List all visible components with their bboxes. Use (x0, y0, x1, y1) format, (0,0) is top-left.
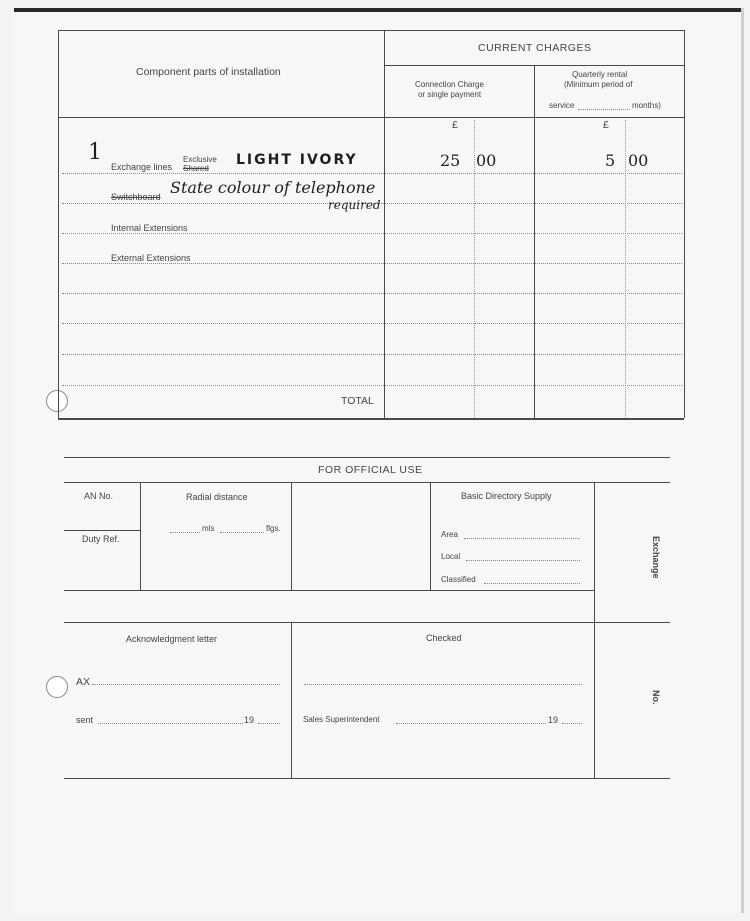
basic-directory-label: Basic Directory Supply (461, 491, 552, 501)
superintendent-year-dotline (562, 723, 582, 724)
ax-label: AX (76, 676, 91, 688)
right-column-divider (594, 482, 595, 778)
mls-dotline (170, 532, 200, 533)
exchange-lines-label: Exchange lines (111, 162, 173, 172)
sent-label: sent (76, 715, 94, 725)
quarterly-header-line2: (Minimum period of (564, 80, 633, 89)
official-header-line (64, 482, 670, 483)
local-label: Local (441, 552, 461, 561)
sent-year-prefix: 19 (244, 715, 255, 725)
connection-pence: 00 (476, 151, 497, 170)
paper-right-edge (741, 8, 744, 913)
component-column-divider (384, 30, 385, 418)
checked-dotline (304, 684, 582, 685)
connection-pounds: 25 (440, 151, 461, 170)
box-row-bottom (64, 590, 594, 591)
table-left-border (58, 30, 59, 418)
radial-box-divider (291, 482, 292, 590)
area-dotline (464, 538, 580, 539)
punch-hole-upper (46, 390, 68, 412)
telephone-colour: LIGHT IVORY (236, 152, 358, 168)
row-line-8 (62, 385, 682, 386)
row-line-4 (62, 263, 682, 264)
row-line-1 (62, 173, 682, 174)
superintendent-year-prefix: 19 (548, 715, 559, 725)
exclusive-label: Exclusive (183, 155, 217, 164)
component-header: Component parts of installation (136, 66, 281, 78)
shared-label: Shared (183, 164, 209, 173)
official-bottom-line (64, 778, 670, 779)
classified-dotline (484, 583, 580, 584)
checked-label: Checked (426, 633, 462, 643)
row-line-7 (62, 354, 682, 355)
row-line-6 (62, 323, 682, 324)
flgs-dotline (220, 532, 264, 533)
an-no-label: AN No. (84, 491, 114, 501)
sales-superintendent-label: Sales Superintendent (303, 715, 380, 724)
header-bottom-line (58, 117, 684, 118)
an-box-divider (140, 482, 141, 590)
superintendent-dotline (396, 723, 546, 724)
area-label: Area (441, 530, 458, 539)
acknowledgment-label: Acknowledgment letter (126, 634, 218, 644)
colour-note-line2: required (328, 198, 381, 212)
quarterly-header-line1: Quarterly rental (572, 70, 628, 79)
connection-pound-symbol: £ (452, 119, 458, 131)
exchange-lines-quantity: 1 (88, 140, 102, 165)
internal-extensions-label: Internal Extensions (111, 223, 188, 233)
connection-pence-divider (474, 120, 475, 418)
rental-pounds: 5 (605, 151, 616, 170)
table-top-border (58, 30, 684, 31)
external-extensions-label: External Extensions (111, 253, 191, 263)
sent-dotline (98, 723, 243, 724)
official-top-line (64, 457, 670, 458)
no-vertical-label: No. (651, 690, 661, 705)
flgs-label: flgs. (266, 524, 281, 533)
duty-ref-label: Duty Ref. (82, 534, 120, 544)
rental-pound-symbol: £ (603, 119, 609, 131)
connection-header-line1: Connection Charge (415, 80, 484, 89)
row-line-3 (62, 233, 682, 234)
punch-hole-lower (46, 676, 68, 698)
an-duty-divider (64, 530, 140, 531)
ack-checked-divider (291, 622, 292, 778)
colour-note-line1: State colour of telephone (170, 178, 376, 197)
rental-pence: 00 (628, 151, 649, 170)
total-label: TOTAL (341, 395, 374, 407)
blank-box-divider (430, 482, 431, 590)
local-dotline (466, 560, 580, 561)
sent-year-dotline (258, 723, 280, 724)
min-period-dotline (578, 109, 630, 110)
ax-dotline (92, 684, 280, 685)
row-line-5 (62, 293, 682, 294)
quarterly-header-service: service (549, 101, 575, 110)
mls-label: mls (202, 524, 215, 533)
table-bottom-border (58, 418, 684, 420)
classified-label: Classified (441, 575, 476, 584)
radial-distance-label: Radial distance (186, 492, 248, 502)
exchange-vertical-label: Exchange (651, 536, 661, 579)
quarterly-header-months: months) (632, 101, 661, 110)
paper-top-edge (14, 8, 742, 12)
switchboard-label: Switchboard (111, 192, 161, 202)
rental-pence-divider (625, 120, 626, 418)
second-block-top (64, 622, 670, 623)
current-charges-header: CURRENT CHARGES (478, 42, 592, 54)
official-use-header: FOR OFFICIAL USE (318, 464, 423, 476)
table-right-border (684, 30, 685, 418)
connection-header-line2: or single payment (418, 90, 482, 99)
